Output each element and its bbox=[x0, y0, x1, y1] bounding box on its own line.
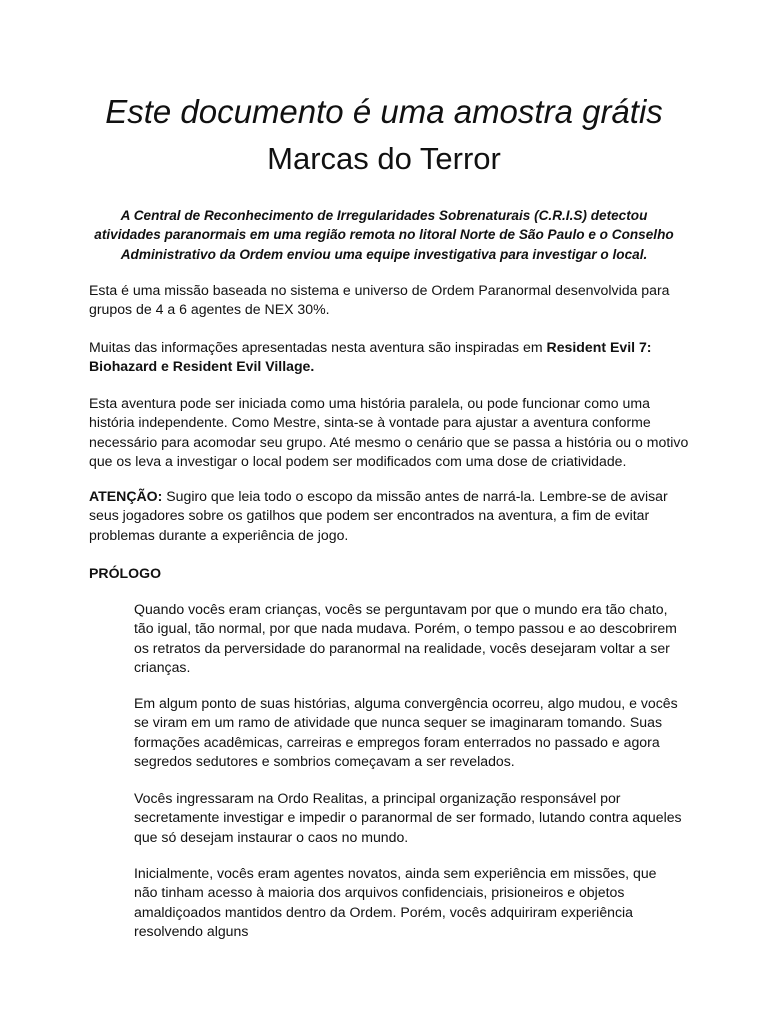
inspiration-titles: Resident Evil 7: Biohazard e Resident Evil Village. bbox=[89, 339, 652, 375]
warning-text: Sugiro que leia todo o escopo da missão antes de narrá-la. Lembre-se de avisar seus jogadores sobre os gatilhos que podem ser encontrados na aventura, a fim de evitar problemas durante a experiência de jogo. bbox=[89, 488, 668, 543]
independent-paragraph: Esta aventura pode ser iniciada como uma história paralela, ou pode funcionar como uma história independente. Como Mestre, sinta-se à vontade para ajustar a aventura conforme necessário para acomodar seu grupo. Até mesmo o cenário que se passa a história ou o motivo que os leva a investigar o local podem ser modificados com uma dose de criatividade. bbox=[89, 395, 689, 470]
inspiration-text: Muitas das informações apresentadas nesta aventura são inspiradas em bbox=[89, 339, 547, 355]
prologue-paragraph-2: Em algum ponto de suas histórias, alguma convergência ocorreu, algo mudou, e vocês se viram em um ramo de atividade que nunca sequer se imaginaram tomando. Suas formações acadêmicas, carreiras e empregos foram enterrados no passado e agora segredos sedutores e sombrios começavam a ser revelados. bbox=[134, 695, 678, 770]
document-title: Marcas do Terror bbox=[267, 141, 501, 176]
sample-banner: Este documento é uma amostra grátis bbox=[105, 93, 663, 130]
prologue-paragraph-3: Vocês ingressaram na Ordo Realitas, a principal organização responsável por secretamente investigar e impedir o paranormal de ser formado, lutando contra aqueles que só desejam instaurar o caos no mundo. bbox=[134, 790, 682, 845]
prologue-paragraph-4: Inicialmente, vocês eram agentes novatos, ainda sem experiência em missões, que não tinham acesso à maioria dos arquivos confidenciais, prisioneiros e objetos amaldiçoados mantidos dentro da Ordem. Porém, vocês adquiriram experiência resolvendo alguns bbox=[134, 865, 657, 940]
intro-paragraph: A Central de Reconhecimento de Irregularidades Sobrenaturais (C.R.I.S) detectou atividades paranormais em uma região remota no litoral Norte de São Paulo e o Conselho Administrativo da Ordem enviou uma equipe investigativa para investigar o local. bbox=[94, 208, 674, 262]
warning-label: ATENÇÃO: bbox=[89, 488, 163, 504]
mission-paragraph: Esta é uma missão baseada no sistema e universo de Ordem Paranormal desenvolvida para grupos de 4 a 6 agentes de NEX 30%. bbox=[89, 282, 670, 318]
prologue-heading: PRÓLOGO bbox=[89, 565, 162, 581]
warning-paragraph bbox=[89, 487, 689, 545]
inspiration-paragraph bbox=[89, 338, 689, 377]
prologue-paragraph-1: Quando vocês eram crianças, vocês se perguntavam por que o mundo era tão chato, tão igual, tão normal, por que nada mudava. Porém, o tempo passou e ao descobrirem os retratos da perversidade do paranormal na realidade, vocês desejaram voltar a ser crianças. bbox=[134, 601, 677, 676]
